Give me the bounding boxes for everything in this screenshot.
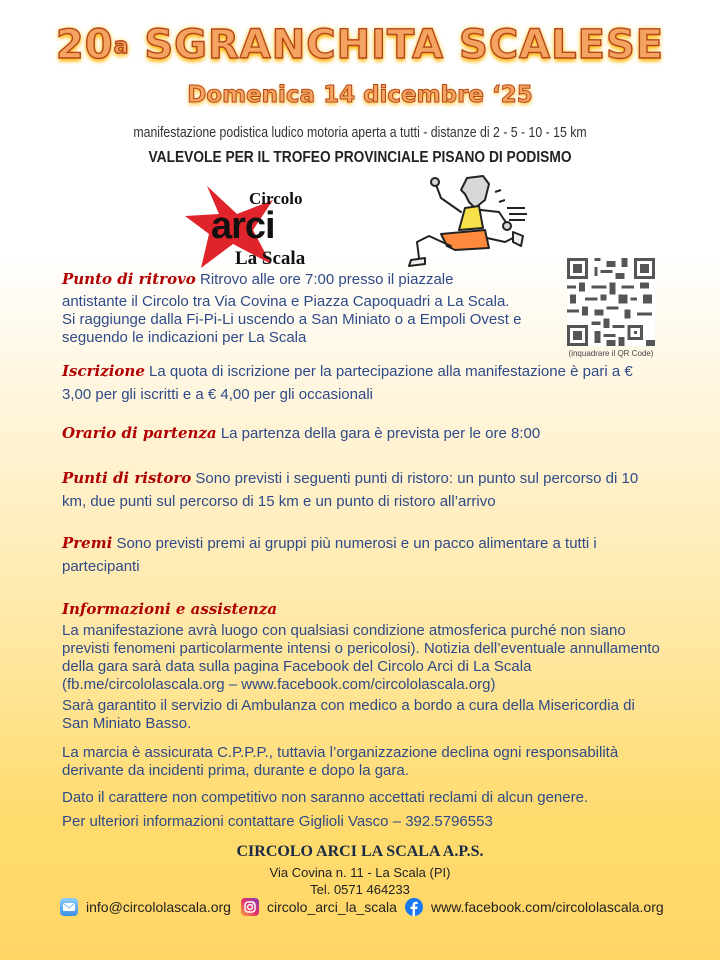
section-ritrovo-body — [62, 293, 552, 347]
info-heading — [62, 598, 662, 621]
footer-contacts — [60, 898, 664, 920]
ritrovo-text-2: antistante il Circolo tra Via Covina e Piazza Capoquadri a La Scala. — [62, 293, 510, 310]
runner-illustration — [395, 172, 530, 270]
arci-logo — [185, 182, 315, 270]
section-ritrovo — [62, 268, 542, 291]
logo-line1: Circolo — [249, 189, 303, 208]
instagram-icon — [241, 898, 259, 916]
orario-text: La partenza della gara è prevista per le ore 8:00 — [216, 425, 541, 442]
trophy-line: VALEVOLE PER IL TROFEO PROVINCIALE PISANO DI PODISMO — [148, 149, 572, 166]
info-paragraph-1: La manifestazione avrà luogo con qualsiasi condizione atmosferica purché non siano previsti fenomeni particolarmente intensi o pericolosi). Notizia dell’eventuale annullamento della gara sarà data sulla pagina Facebook del Circolo Arci di La Scala (fb.me/circololascala.org – www.facebook.com/circololascala.org) — [62, 622, 660, 693]
qr-code[interactable] — [567, 258, 655, 346]
contact-instagram[interactable] — [241, 898, 397, 916]
info-paragraph-4: Dato il carattere non competitivo non saranno accettati reclami di alcun genere. — [62, 789, 589, 806]
logo-line3: La Scala — [235, 248, 306, 269]
info-paragraph-5: Per ulteriori informazioni contattare Giglioli Vasco – 392.5796553 — [62, 813, 493, 830]
ritrovo-text-4: seguendo le indicazioni per La Scala — [62, 329, 307, 346]
iscrizione-text: La quota di iscrizione per la partecipazione alla manifestazione è pari a € 3,00 per gli iscritti e a € 4,00 per gli occasionali — [62, 363, 633, 403]
contact-email-text[interactable]: info@circololascala.org — [86, 899, 231, 915]
mail-icon — [60, 898, 78, 916]
contact-facebook-text[interactable]: www.facebook.com/circololascala.org — [431, 899, 664, 915]
event-date: Domenica 14 dicembre ‘25 — [187, 82, 533, 108]
info-label: Informazioni e assistenza — [62, 600, 278, 618]
section-iscrizione — [62, 360, 662, 406]
title-ordinal: a — [113, 34, 130, 59]
qr-caption: (inquadrare il QR Code) — [568, 349, 654, 358]
ritrovo-label: Punto di ritrovo — [62, 270, 196, 288]
iscrizione-label: Iscrizione — [62, 362, 145, 380]
footer-org-name: CIRCOLO ARCI LA SCALA A.P.S. — [236, 843, 484, 860]
section-premi — [62, 532, 662, 578]
info-paragraph-2: Sarà garantito il servizio di Ambulanza con medico a bordo a cura della Misericordia di San Miniato Basso. — [62, 697, 635, 732]
title-text: SGRANCHITA SCALESE — [129, 22, 665, 68]
title-number: 20 — [55, 22, 114, 68]
event-title — [0, 20, 720, 70]
event-subtitle: manifestazione podistica ludico motoria aperta a tutti - distanze di 2 - 5 - 10 - 15 km — [133, 124, 587, 141]
section-ristoro — [62, 467, 662, 513]
orario-label: Orario di partenza — [62, 424, 217, 442]
ristoro-label: Punti di ristoro — [62, 469, 192, 487]
footer-phone: Tel. 0571 464233 — [310, 882, 410, 897]
section-orario — [62, 422, 662, 445]
ritrovo-text-1: Ritrovo alle ore 7:00 presso il piazzale — [195, 271, 454, 288]
footer-address: Via Covina n. 11 - La Scala (PI) — [269, 865, 451, 880]
ritrovo-text-3: Si raggiunge dalla Fi-Pi-Li uscendo a San Miniato o a Empoli Ovest e — [62, 311, 522, 328]
contact-facebook[interactable] — [405, 898, 664, 916]
premi-label: Premi — [62, 534, 113, 552]
contact-email[interactable] — [60, 898, 231, 916]
facebook-icon — [405, 898, 423, 916]
ristoro-text: Sono previsti i seguenti punti di ristoro: un punto sul percorso di 10 km, due punti sul percorso di 15 km e un punto di ristoro all’arrivo — [62, 470, 639, 510]
premi-text: Sono previsti premi ai gruppi più numerosi e un pacco alimentare a tutti i partecipanti — [62, 535, 597, 575]
info-paragraph-3: La marcia è assicurata C.P.P.P., tuttavia l’organizzazione declina ogni responsabilità derivante da incidenti prima, durante e dopo la gara. — [62, 744, 619, 779]
contact-instagram-text[interactable]: circolo_arci_la_scala — [267, 899, 397, 915]
logo-line2: arci — [211, 205, 275, 247]
